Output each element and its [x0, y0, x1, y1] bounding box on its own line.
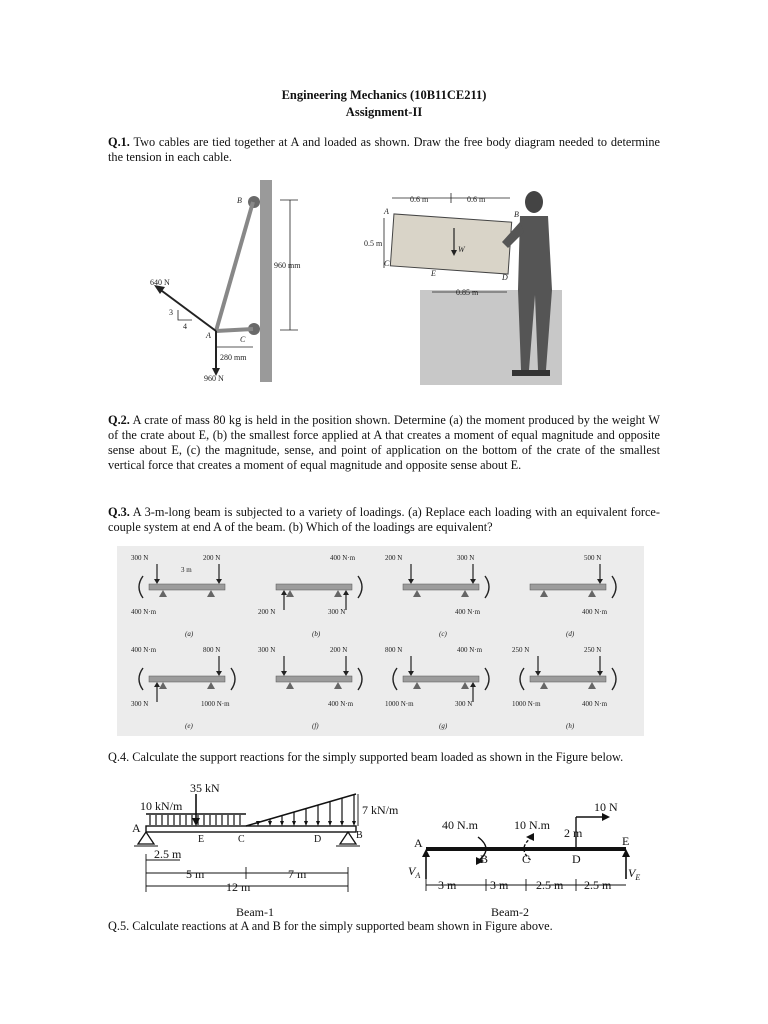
beam-1-body — [146, 826, 356, 832]
support-b — [340, 832, 356, 844]
cables-figure — [140, 180, 320, 385]
slope-3-label: 3 — [169, 308, 173, 317]
panel-label-tr: 400 N·m — [457, 646, 483, 654]
panel-label-br: 300 N — [455, 700, 473, 708]
panel-label-tl: 400 N·m — [131, 646, 157, 654]
panel-label-bl: 1000 N·m — [385, 700, 414, 708]
panel-id-label: (b) — [312, 630, 321, 638]
udl-10knm-label: 10 kN/m — [140, 799, 183, 813]
question-4-text: Q.4. Calculate the support reactions for the simply supported beam loaded as shown in the Figure below. — [108, 750, 624, 764]
reaction-ve-label: $V_E$ — [628, 866, 641, 882]
question-4 — [108, 750, 668, 765]
question-1 — [108, 135, 660, 165]
dim-960mm-label: 960 mm — [274, 261, 301, 270]
crate-point-d: D — [502, 273, 508, 282]
beam-2-caption: Beam-2 — [491, 905, 529, 919]
panel-label-bl: 200 N — [258, 608, 276, 616]
question-3 — [108, 505, 660, 535]
assignment-header — [0, 87, 768, 121]
weight-w-label: W — [458, 245, 465, 254]
panel-label-tr: 500 N — [584, 554, 602, 562]
beam-panel-g — [385, 646, 489, 730]
reaction-va-label: $V_A$ — [408, 864, 421, 880]
span-3m-1: 3 m — [438, 878, 457, 892]
triangular-load-arrows — [256, 795, 356, 826]
panel-label-br: 300 N — [328, 608, 346, 616]
beam-panel-h — [512, 646, 616, 730]
panel-id-label: (c) — [439, 630, 447, 638]
course-title: Engineering Mechanics (10B11CE211) — [281, 88, 487, 102]
beam-2-figure — [398, 795, 648, 900]
panel-label-br: 400 N·m — [582, 608, 608, 616]
panel-id-label: (a) — [185, 630, 194, 638]
span-25m-2: 2.5 m — [584, 878, 612, 892]
question-1-label: Q.1. — [108, 135, 130, 149]
dim-085m: 0.85 m — [456, 288, 479, 297]
dim-25m: 2.5 m — [154, 847, 182, 861]
crate — [390, 214, 511, 274]
panel-label-bl: 300 N — [131, 700, 149, 708]
span-3m-2: 3 m — [490, 878, 509, 892]
crate-point-a: A — [384, 207, 389, 216]
point-a-label: A — [206, 331, 211, 340]
wall — [260, 180, 272, 382]
panel-id-label: (e) — [185, 722, 193, 730]
dim-280mm-label: 280 mm — [220, 353, 247, 362]
beam-panel-b — [258, 554, 362, 638]
panel-label-tr: 300 N — [457, 554, 475, 562]
slope-4-label: 4 — [183, 322, 187, 331]
panel-label-br: 400 N·m — [455, 608, 481, 616]
beam-panel-f — [258, 646, 362, 730]
dim-12m: 12 m — [226, 880, 251, 894]
dim-5m: 5 m — [186, 867, 205, 881]
crate-figure — [362, 180, 562, 385]
beam-loadings-figure — [117, 546, 644, 736]
beam-2-point-a: A — [414, 836, 423, 850]
dim-7m: 7 m — [288, 867, 307, 881]
panel-label-tr: 250 N — [584, 646, 602, 654]
panel-id-label: (f) — [312, 722, 319, 730]
panel-span-label: 3 m — [181, 566, 192, 574]
load-35kn-label: 35 kN — [190, 781, 220, 795]
beam-panel-c — [385, 554, 489, 638]
panel-label-br: 1000 N·m — [201, 700, 230, 708]
beam-1-point-d: D — [314, 834, 322, 845]
dim-06m-2: 0.6 m — [467, 195, 486, 204]
beam-1-point-c: C — [238, 834, 245, 845]
beam-panel-e — [131, 646, 235, 730]
question-2-label: Q.2. — [108, 413, 130, 427]
lever-2m-label: 2 m — [564, 826, 583, 840]
panel-id-label: (d) — [566, 630, 575, 638]
moment-10nm-label: 10 N.m — [514, 818, 550, 832]
beam-2-point-e: E — [622, 834, 630, 848]
crate-point-c: C — [384, 259, 390, 268]
panel-label-tl: 250 N — [512, 646, 530, 654]
question-2-text: A crate of mass 80 kg is held in the position shown. Determine (a) the moment produced by the weight W of the crate about E, (b) the smallest force applied at A that creates a moment of equal magnitude and opposite sense about E, (c) the magnitude, sense, and point of application on the bottom of the crate of the smallest vertical force that creates a moment of equal magnitude and opposite sense about E. — [108, 413, 660, 472]
panel-label-tl: 300 N — [258, 646, 276, 654]
beam-1-point-e: E — [198, 834, 205, 845]
question-5-text: Q.5. Calculate reactions at A and B for the simply supported beam shown in Figure above. — [108, 919, 553, 933]
beam-2-body — [426, 847, 626, 851]
load-640-label: 640 N — [150, 278, 170, 287]
panel-label-tr: 800 N — [203, 646, 221, 654]
panel-label-tr: 400 N·m — [330, 554, 356, 562]
dim-05m: 0.5 m — [364, 239, 383, 248]
force-640-arrow — [158, 288, 216, 331]
panel-label-tr: 200 N — [330, 646, 348, 654]
dim-06m-1: 0.6 m — [410, 195, 429, 204]
question-1-text: Two cables are tied together at A and loaded as shown. Draw the free body diagram needed to determine the tension in each cable. — [108, 135, 660, 164]
cable-ac — [216, 329, 253, 331]
panel-label-tl: 800 N — [385, 646, 403, 654]
beam-loadings-svg — [117, 546, 644, 736]
point-b-label: B — [237, 196, 242, 205]
crate-point-e: E — [431, 269, 436, 278]
beam-1-point-b: B — [356, 830, 363, 841]
panel-label-tr: 200 N — [203, 554, 221, 562]
load-7knm-label: 7 kN/m — [362, 803, 399, 817]
beam-1-point-a: A — [132, 821, 141, 835]
beam-2-point-c: C — [522, 852, 531, 866]
point-c-label: C — [240, 335, 246, 344]
panel-id-label: (h) — [566, 722, 575, 730]
question-3-text: A 3-m-long beam is subjected to a variety of loadings. (a) Replace each loading with an equivalent force-couple system at end A of the beam. (b) Which of the loadings are equivalent? — [108, 505, 660, 534]
load-960-label: 960 N — [204, 374, 224, 383]
question-5 — [108, 919, 668, 934]
beam-panel-a — [131, 554, 225, 638]
question-2 — [108, 413, 660, 473]
cable-ab — [216, 202, 253, 331]
moment-40nm-label: 40 N.m — [442, 818, 478, 832]
beam-panel-d — [530, 554, 616, 638]
panel-label-br: 400 N·m — [328, 700, 354, 708]
panel-label-tl: 300 N — [131, 554, 149, 562]
beam-2-point-b: B — [480, 852, 489, 866]
beam-1-caption: Beam-1 — [236, 905, 274, 919]
question-3-label: Q.3. — [108, 505, 130, 519]
panel-label-tl: 200 N — [385, 554, 403, 562]
panel-id-label: (g) — [439, 722, 448, 730]
panel-label-bl: 1000 N·m — [512, 700, 541, 708]
force-10n-label: 10 N — [594, 800, 618, 814]
span-25m-1: 2.5 m — [536, 878, 564, 892]
crate-point-b: B — [514, 210, 519, 219]
assignment-title: Assignment-II — [345, 105, 423, 119]
panel-label-bl: 400 N·m — [131, 608, 157, 616]
beam-2-point-d: D — [572, 852, 581, 866]
beam-1-figure — [118, 780, 408, 900]
panel-label-br: 400 N·m — [582, 700, 608, 708]
